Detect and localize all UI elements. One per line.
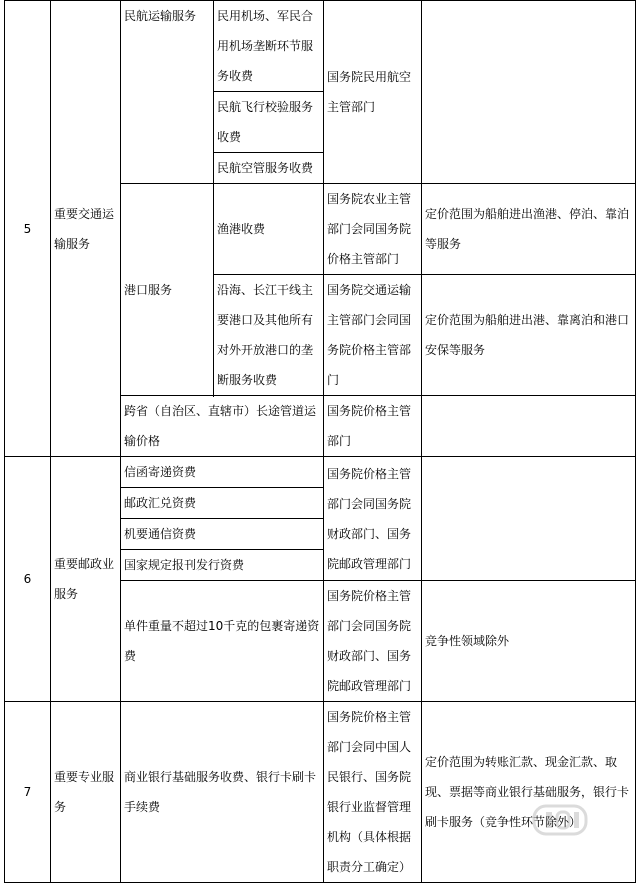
parcel-note: 竞争性领域除外 (422, 581, 636, 702)
postal-item-3: 机要通信资费 (121, 519, 324, 550)
banking-note: 定价范围为转账汇款、现金汇款、取现、票据等商业银行基础服务，银行卡刷卡服务（竞争性环节除外） (422, 702, 636, 883)
postal-authority: 国务院价格主管部门会同国务院财政部门、国务院邮政管理部门 (324, 457, 422, 581)
port-coastal-note: 定价范围为船舶进出港、靠离泊和港口安保等服务 (422, 275, 636, 396)
port-service: 港口服务 (121, 184, 214, 396)
parcel-authority: 国务院价格主管部门会同国务院财政部门、国务院邮政管理部门 (324, 581, 422, 702)
banking-authority: 国务院价格主管部门会同中国人民银行、国务院银行业监督管理机构（具体根据职责分工确定） (324, 702, 422, 883)
parcel-service: 单件重量不超过10千克的包裹寄递资费 (121, 581, 324, 702)
row-7-category: 重要专业服务 (51, 702, 121, 883)
civil-aviation-note (422, 1, 636, 184)
postal-item-2: 邮政汇兑资费 (121, 488, 324, 519)
pricing-catalog-table (4, 0, 636, 883)
postal-item-1: 信函寄递资费 (121, 457, 324, 488)
civil-aviation-authority: 国务院民用航空主管部门 (324, 1, 422, 184)
port-fishing-authority: 国务院农业主管部门会同国务院价格主管部门 (324, 184, 422, 275)
port-fishing-note: 定价范围为船舶进出渔港、停泊、靠泊等服务 (422, 184, 636, 275)
port-coastal-item: 沿海、长江干线主要港口及其他所有对外开放港口的垄断服务收费 (214, 275, 324, 396)
civil-aviation-item-2: 民航飞行校验服务收费 (214, 92, 324, 153)
postal-item-4: 国家规定报刊发行资费 (121, 550, 324, 581)
row-6-category: 重要邮政业服务 (51, 457, 121, 702)
pipeline-authority: 国务院价格主管部门 (324, 396, 422, 457)
civil-aviation-item-3: 民航空管服务收费 (214, 153, 324, 184)
row-5-category: 重要交通运输服务 (51, 1, 121, 457)
row-7-number: 7 (5, 702, 51, 883)
civil-aviation-service: 民航运输服务 (121, 1, 214, 184)
port-coastal-authority: 国务院交通运输主管部门会同国务院价格主管部门 (324, 275, 422, 396)
pipeline-note (422, 396, 636, 457)
civil-aviation-item-1: 民用机场、军民合用机场垄断环节服务收费 (214, 1, 324, 92)
banking-service: 商业银行基础服务收费、银行卡刷卡手续费 (121, 702, 324, 883)
row-6-number: 6 (5, 457, 51, 702)
port-fishing-item: 渔港收费 (214, 184, 324, 275)
pipeline-service: 跨省（自治区、直辖市）长途管道运输价格 (121, 396, 324, 457)
row-5-number: 5 (5, 1, 51, 457)
postal-note (422, 457, 636, 581)
